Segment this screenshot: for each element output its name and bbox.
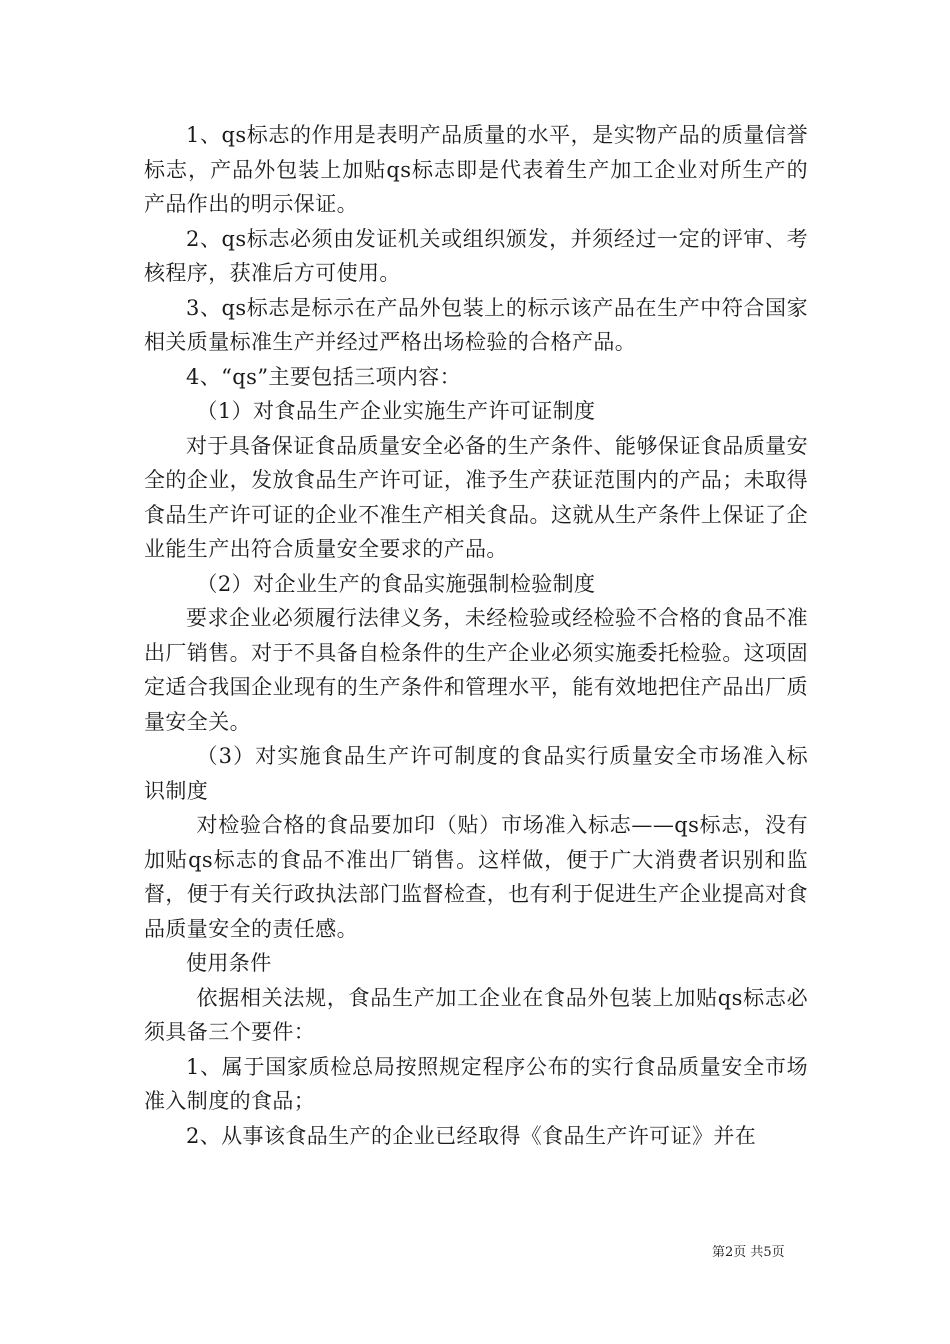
paragraph-qs-marking: 3、qs标志是标示在产品外包装上的标示该产品在生产中符合国家相关质量标准生产并经过严格出场检验的合格产品。 (144, 295, 808, 354)
paragraph-mandatory-inspection: 要求企业必须履行法律义务，未经检验或经检验不合格的食品不准出厂销售。对于不具备自检条件的生产企业必须实施委托检验。这项固定适合我国企业现有的生产条件和管理水平，能有效地把住产品出厂质量安全关。 (144, 606, 808, 734)
heading-usage-conditions: 使用条件 (186, 951, 272, 975)
page-number: 第2页 共5页 (712, 1245, 785, 1260)
paragraph-qs-issuance: 2、qs标志必须由发证机关或组织颁发，并须经过一定的评审、考核程序，获准后方可使用。 (144, 226, 808, 285)
list-item-condition-2: 2、从事该食品生产的企业已经取得《食品生产许可证》并在 (186, 1123, 757, 1148)
heading-license-system: （1）对食品生产企业实施生产许可证制度 (196, 399, 596, 423)
list-item-condition-1: 1、属于国家质检总局按照规定程序公布的实行食品质量安全市场准入制度的食品； (144, 1054, 808, 1113)
paragraph-license-system: 对于具备保证食品质量安全必备的生产条件、能够保证食品质量安全的企业，发放食品生产许可证，准予生产获证范围内的产品；未取得食品生产许可证的企业不准生产相关食品。这就从生产条件上保证了企业能生产出符合质量安全要求的产品。 (144, 433, 808, 561)
paragraph-qs-contents-intro: 4、“qs”主要包括三项内容： (186, 364, 462, 389)
heading-mandatory-inspection: （2）对企业生产的食品实施强制检验制度 (196, 571, 596, 596)
paragraph-qs-purpose: 1、qs标志的作用是表明产品质量的水平，是实物产品的质量信誉标志，产品外包装上加贴qs标志即是代表着生产加工企业对所生产的产品作出的明示保证。 (144, 123, 808, 216)
paragraph-usage-conditions-intro: 依据相关法规，食品生产加工企业在食品外包装上加贴qs标志必须具备三个要件： (144, 985, 808, 1044)
heading-market-access-mark: （3）对实施食品生产许可制度的食品实行质量安全市场准入标识制度 (144, 744, 808, 803)
document-body (144, 118, 808, 1153)
paragraph-market-access-mark: 对检验合格的食品要加印（贴）市场准入标志——qs标志，没有加贴qs标志的食品不准出厂销售。这样做，便于广大消费者识别和监督，便于有关行政执法部门监督检查，也有利于促进生产企业提高对食品质量安全的责任感。 (144, 813, 808, 941)
